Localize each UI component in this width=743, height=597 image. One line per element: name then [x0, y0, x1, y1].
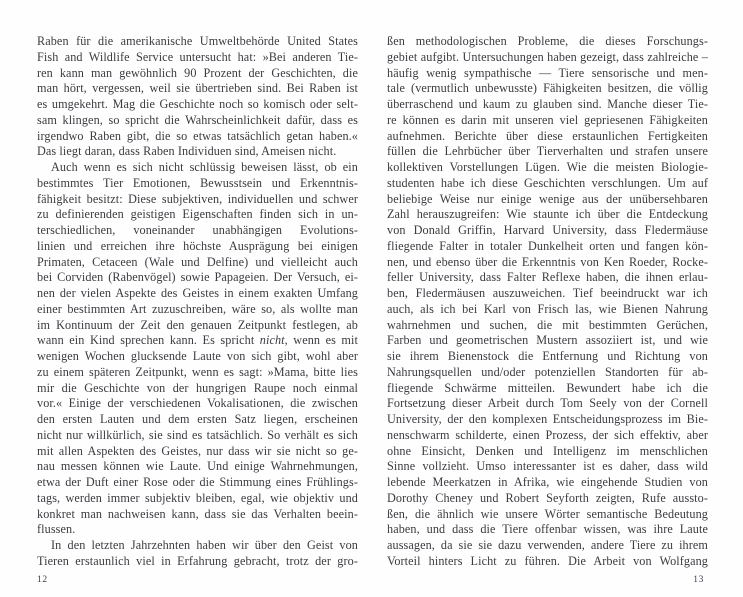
text-line: zu definierenden geistigen Eigenschaften finden sich in un-	[37, 207, 358, 222]
text-line: man hört, vergessen, weil sie übertrieben sind. Bei Raben ist	[37, 81, 358, 96]
text-line: sie ihrem Bienenstock die Entfernung und Richtung von	[387, 349, 708, 363]
paragraph	[387, 34, 708, 570]
text-line: wann ein Kind sprechen kann. Es spricht nicht, wenn es mit	[37, 333, 358, 348]
left-page-text-block	[37, 34, 358, 570]
text-line: ohne Einsicht, Denken und Intelligenz im menschlichen	[387, 443, 708, 458]
text-line: nenschwarm schilderte, einen Prozess, der sich effektiv, aber	[387, 427, 708, 442]
paragraph	[37, 538, 358, 570]
text-line: ßen methodologischen Probleme, die dieses Forschungs-	[387, 34, 708, 48]
text-line: nicht nur willkürlich, sie sind es tatsächlich. So verhält es sich	[37, 427, 358, 442]
text-line: mit allen Aspekten des Geistes, nur dass wir sie nicht so ge-	[37, 443, 358, 458]
text-line: beliebige Weise nur einige wenige aus der unübersehbaren	[387, 191, 708, 206]
text-line: fliegende Schwärme mitteilen. Bewundert habe ich die	[387, 380, 708, 395]
text-line: Das liegt daran, dass Raben Individuen sind, Ameisen nicht.	[37, 144, 337, 159]
paragraph	[37, 160, 358, 538]
text-line: Fish and Wildlife Service untersucht hat: »Bei anderen Tie-	[37, 49, 358, 64]
text-line: nen, und ebenso über die Erkenntnis von Ken Roeder, Rocke-	[387, 254, 708, 269]
text-line: Fortsetzung dieser Arbeit durch Tom Seely von der Cornell	[387, 396, 708, 411]
text-line: lebende Meerkatzen in Afrika, wie eingehende Studien von	[387, 475, 708, 489]
text-line: University, der den komplexen Entscheidungsprozess im Bie-	[387, 412, 708, 426]
text-line: Farben und geometrischen Mustern assoziiert ist, und wie	[387, 333, 708, 348]
text-line: Dorothy Cheney und Robert Seyforth zeigten, Rufe aussto-	[387, 490, 708, 505]
text-line: Primaten, Cetaceen (Wale und Delfine) und vielleicht auch	[37, 254, 358, 269]
text-line: ren kann man gewöhnlich 90 Prozent der Geschichten, die	[37, 65, 358, 80]
text-line: nen der vielen Aspekte des Geistes in einem exakten Umfang	[37, 286, 358, 300]
right-page-number: 13	[693, 575, 704, 585]
text-line: etwa der Duft einer Rose oder die Stimmung eines Frühlings-	[37, 475, 358, 489]
paragraph	[37, 34, 358, 160]
text-line: überraschend und kaum zu glauben sind. Manche dieser Tie-	[387, 97, 708, 111]
text-line: flussen.	[37, 522, 76, 537]
text-line: auch, als ich bei Karl von Frisch las, wie Bienen Nahrung	[387, 301, 708, 316]
text-line: wenigen Wochen glucksende Laute von sich gibt, wohl aber	[37, 349, 358, 363]
text-line: bei Corviden (Rabenvögel) sowie Papageien. Der Versuch, ei-	[37, 270, 358, 285]
text-line: vor.« Einige der verschiedenen Vokalisationen, die zwischen	[37, 396, 358, 411]
text-line: studenten habe ich diese Geschichten verschlungen. Um auf	[387, 175, 708, 190]
text-line: linien und erreichen ihre höchste Ausprägung bei einigen	[37, 238, 358, 253]
text-line: tags, werden immer subjektiv bleiben, egal, wie objektiv und	[37, 490, 358, 505]
text-line: terschiedlichen, voneinander unabhängigen Evolutions-	[37, 223, 358, 237]
text-line: im Kontinuum der Zeit den genauen Zeitpunkt festlegen, ab	[37, 317, 358, 332]
text-line: Auch wenn es sich nicht schlüssig beweisen lässt, ob ein	[51, 160, 358, 174]
text-line: bestimmtes Tier Emotionen, Bewusstsein und Erkenntnis-	[37, 175, 358, 190]
text-line: In den letzten Jahrzehnten haben wir über den Geist von	[51, 538, 358, 552]
text-line: aussagen, da sie sie dazu verwenden, andere Tiere zu ihrem	[387, 538, 708, 552]
text-line: Sinne vollzieht. Umso interessanter ist es daher, dass wild	[387, 459, 708, 474]
text-line: konkret man nachweisen kann, dass sie das Verhalten beein-	[37, 506, 358, 521]
text-line: von Donald Griffin, Harvard University, dass Fledermäuse	[387, 223, 708, 237]
text-line: mir die Geschichte von der hungrigen Raupe noch einmal	[37, 380, 358, 395]
text-line: irgendwo Raben gibt, die so etwas tatsächlich getan haben.«	[37, 128, 358, 143]
text-line: den ersten Lauten und dem ersten Satz liegen, erscheinen	[37, 412, 358, 426]
text-line: fähigkeit besitzt: Diese subjektiven, individuellen und schwer	[37, 191, 358, 206]
right-page-text-block	[387, 34, 708, 570]
text-line: Zahl herauszugreifen: Wie staunte ich über die Entdeckung	[387, 207, 708, 222]
text-line: gebiet aufgibt. Untersuchungen haben gezeigt, dass zahlreiche –	[387, 49, 708, 64]
text-line: sam klingen, so spricht die Wahrscheinlichkeit dafür, dass es	[37, 112, 358, 127]
text-line: aufnehmen. Berichte über diese erstaunlichen Fertigkeiten	[387, 128, 708, 143]
text-line: Tieren erstaunlich viel in Erfahrung gebracht, trotz der gro-	[37, 553, 358, 568]
text-line: kollektiven Vorstellungen Lügen. Wie die meisten Biologie-	[387, 160, 708, 174]
text-line: Vorteil hinters Licht zu führen. Die Arbeit von Wolfgang	[387, 553, 708, 568]
text-line: Raben für die amerikanische Umweltbehörde United States	[37, 34, 358, 48]
text-line: Nahrungsquellen und/oder potenziellen Standorten für ab-	[387, 364, 708, 379]
text-line: haben, und dass die Tiere offenbar wissen, was ihre Laute	[387, 522, 708, 537]
text-line: ben, Fledermäusen auszuweichen. Tief beeindruckt war ich	[387, 286, 708, 300]
text-line: wahrnehmen und suchen, die mit bestimmten Gerüchen,	[387, 317, 708, 332]
text-line: es umgekehrt. Mag die Geschichte noch so komisch oder selt-	[37, 97, 358, 111]
text-line: feller University, dass Falter Reflexe haben, die ihnen erlau-	[387, 270, 708, 285]
text-line: füllen die Lehrbücher über Tierverhalten und strafen unsere	[387, 144, 708, 159]
text-line: re können es darin mit unseren viel gepriesenen Fähigkeiten	[387, 112, 708, 127]
left-page-number: 12	[37, 575, 48, 585]
text-line: ßen, die ähnlich wie unsere Wörter semantische Bedeutung	[387, 506, 708, 521]
text-line: tale (vermutlich unbewusste) Fähigkeiten besitzen, die völlig	[387, 81, 708, 96]
text-line: zu einem späteren Zeitpunkt, wenn es sagt: »Mama, bitte lies	[37, 364, 358, 379]
text-line: häufig wenig sympathische — Tiere sensorische und men-	[387, 65, 708, 80]
text-line: einer bestimmten Art zuzuschreiben, wäre so, als wollte man	[37, 301, 358, 316]
text-line: nau messen können wie Laute. Und einige Wahrnehmungen,	[37, 459, 358, 474]
text-line: fliegende Falter in totaler Dunkelheit orten und fangen kön-	[387, 238, 708, 253]
